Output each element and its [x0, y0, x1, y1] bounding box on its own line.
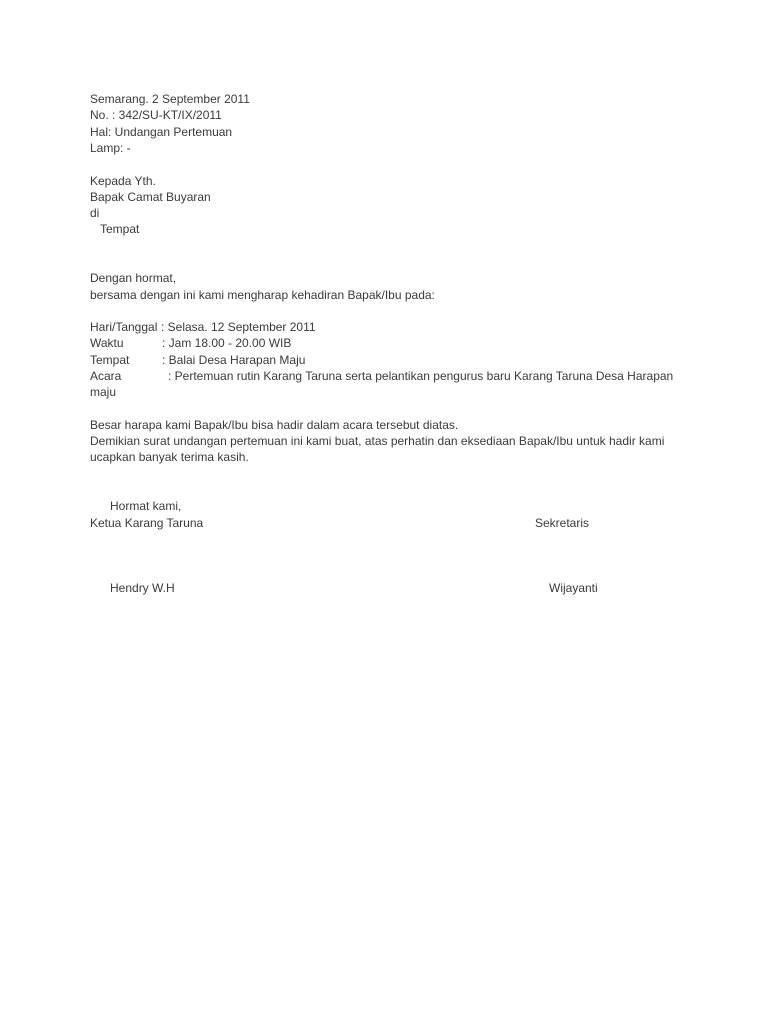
right-signer-name: Wijayanti — [549, 581, 598, 595]
date-label: Hari/Tanggal — [90, 320, 158, 334]
letter-attachment: Lamp: - — [90, 141, 131, 155]
recipient-name: Bapak Camat Buyaran — [90, 190, 211, 204]
time-label: Waktu — [90, 336, 124, 350]
recipient-greeting: Kepada Yth. — [90, 174, 156, 188]
event-label: Acara — [90, 369, 122, 383]
letter-subject: Hal: Undangan Pertemuan — [90, 125, 233, 139]
place-value: : Balai Desa Harapan Maju — [162, 353, 306, 367]
intro-text: bersama dengan ini kami mengharap kehadiran Bapak/Ibu pada: — [90, 288, 435, 302]
date-value: : Selasa. 12 September 2011 — [161, 320, 316, 334]
time-value: : Jam 18.00 - 20.00 WIB — [162, 336, 292, 350]
letter-number: No. : 342/SU-KT/IX/2011 — [90, 108, 222, 122]
left-signer-title: Ketua Karang Taruna — [90, 516, 204, 530]
salutation: Dengan hormat, — [90, 271, 177, 285]
recipient-di: di — [90, 206, 100, 220]
event-value-continued: maju — [90, 385, 117, 399]
left-signer-name: Hendry W.H — [110, 581, 175, 595]
place-label: Tempat — [90, 353, 130, 367]
regards: Hormat kami, — [110, 499, 182, 513]
event-value: : Pertemuan rutin Karang Taruna serta pelantikan pengurus baru Karang Taruna Desa Harapan — [168, 369, 674, 383]
right-signer-title: Sekretaris — [535, 516, 590, 530]
closing-line-2: Demikian surat undangan pertemuan ini kami buat, atas perhatin dan eksediaan Bapak/Ibu untuk hadir kami — [90, 434, 665, 448]
closing-line-3: ucapkan banyak terima kasih. — [90, 450, 249, 464]
recipient-place: Tempat — [100, 222, 140, 236]
closing-line-1: Besar harapa kami Bapak/Ibu bisa hadir dalam acara tersebut diatas. — [90, 418, 459, 432]
place-date: Semarang. 2 September 2011 — [90, 92, 250, 106]
